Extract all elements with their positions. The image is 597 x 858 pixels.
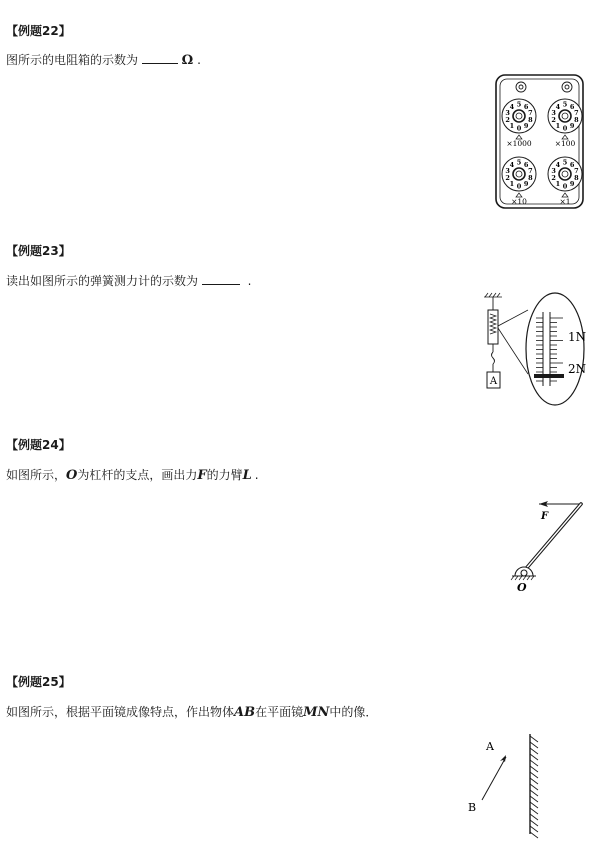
scale-pointer [534, 374, 564, 378]
dial-digit: 5 [562, 100, 568, 109]
question-text-1: 如图所示， [6, 468, 67, 482]
dial-digit: 9 [569, 122, 575, 131]
question-text-2: 在平面镜 [255, 705, 304, 719]
dial-digit: 0 [516, 182, 522, 191]
dial-digit: 9 [523, 122, 529, 131]
symbol-f: F [197, 468, 207, 483]
dial-digit: 3 [551, 166, 556, 175]
dial-digit: 3 [505, 166, 510, 175]
dial-digit: 0 [516, 124, 522, 133]
dial-digit: 9 [569, 180, 575, 189]
example-23-question [6, 272, 252, 289]
mirror-hatch-line [530, 742, 538, 748]
dial-digit: 5 [562, 158, 568, 167]
mirror-hatch-line [530, 748, 538, 754]
answer-blank[interactable] [202, 274, 240, 285]
object-ab-arrow [482, 757, 506, 800]
dial-multiplier: ×1000 [506, 139, 532, 148]
dial-digit: 9 [523, 180, 529, 189]
dial-digit: 0 [562, 124, 568, 133]
example-24-question [6, 466, 259, 483]
dial-digit: 7 [574, 108, 579, 117]
question-text: 图所示的电阻箱的示数为 [6, 53, 139, 67]
dial-digit: 2 [551, 116, 556, 125]
dial-digit: 3 [551, 108, 556, 117]
unit-ohm: Ω [181, 53, 194, 68]
question-end: . [247, 274, 252, 288]
dial-multiplier: ×1 [559, 197, 571, 206]
dial-digit: 1 [509, 180, 515, 189]
dial-digit: 4 [509, 160, 515, 169]
example-24-title: 【例题24】 [6, 438, 71, 452]
mirror-hatch-line [530, 778, 538, 784]
mirror-hatch-line [530, 826, 538, 832]
question-text-3: 中的像． [329, 705, 378, 719]
mirror-hatch-line [530, 820, 538, 826]
dial-digit: 6 [523, 160, 529, 169]
label-2n: 2N [568, 362, 587, 376]
question-text: 读出如图所示的弹簧测力计的示数为 [6, 274, 199, 288]
label-o: O [517, 581, 527, 594]
dial-digit: 5 [516, 158, 522, 167]
spring-scale-figure [476, 290, 586, 410]
mirror-figure [462, 728, 552, 838]
dial-digit: 4 [509, 102, 515, 111]
dial-digit: 2 [505, 116, 510, 125]
label-f: F [541, 511, 549, 522]
dial-digit: 1 [555, 122, 561, 131]
dial-digit: 4 [555, 102, 561, 111]
question-text-1: 如图所示，根据平面镜成像特点，作出物体 [6, 705, 235, 719]
dial-digit: 3 [505, 108, 510, 117]
mirror-hatch-line [530, 808, 538, 814]
dial-digit: 8 [528, 116, 533, 125]
question-text-2: 为杠杆的支点，画出力 [77, 468, 198, 482]
magnified-scale-view [526, 293, 587, 405]
answer-blank[interactable] [142, 53, 178, 64]
mirror-hatch-line [530, 814, 538, 820]
mirror-hatch-line [530, 790, 538, 796]
mirror-hatch-line [530, 736, 538, 742]
dial-digit: 2 [551, 174, 556, 183]
dial-digit: 7 [528, 166, 533, 175]
dial-digit: 8 [574, 116, 579, 125]
dial-digit: 7 [528, 108, 533, 117]
symbol-l: L [242, 468, 252, 483]
mirror-hatch-line [530, 772, 538, 778]
dial-digit: 6 [569, 160, 575, 169]
example-22-question [6, 51, 201, 68]
mirror-hatch-line [530, 766, 538, 772]
label-1n: 1N [568, 330, 587, 344]
symbol-mn: MN [303, 705, 330, 720]
dial-digit: 1 [555, 180, 561, 189]
mirror-hatch-line [530, 784, 538, 790]
mirror-hatch-line [530, 832, 538, 838]
dial-digit: 0 [562, 182, 568, 191]
weight-a-label: A [489, 376, 498, 387]
mirror-hatch-line [530, 760, 538, 766]
example-23-title: 【例题23】 [6, 244, 71, 258]
label-a: A [486, 740, 494, 753]
dial-multiplier: ×10 [511, 197, 527, 206]
dial-digit: 6 [569, 102, 575, 111]
symbol-ab: AB [234, 705, 256, 720]
dial-multiplier: ×100 [554, 139, 576, 148]
dial-digit: 7 [574, 166, 579, 175]
example-22-title: 【例题22】 [6, 24, 71, 38]
mirror-hatch-line [530, 796, 538, 802]
dial-digit: 6 [523, 102, 529, 111]
resistance-box-figure [495, 74, 585, 210]
question-text-3: 的力臂 [206, 468, 243, 482]
ceiling-hatch [484, 293, 502, 297]
example-25-title: 【例题25】 [6, 675, 71, 689]
dial-digit: 4 [555, 160, 561, 169]
mirror-hatch-line [530, 754, 538, 760]
dial-digit: 8 [574, 174, 579, 183]
example-25-question [6, 703, 377, 720]
dial-digit: 8 [528, 174, 533, 183]
symbol-o: O [66, 468, 78, 483]
dial-1 [502, 99, 536, 148]
label-b: B [468, 801, 477, 814]
dial-digit: 2 [505, 174, 510, 183]
question-end: . [197, 53, 201, 67]
question-end: . [254, 468, 259, 482]
dial-digit: 5 [516, 100, 522, 109]
dial-digit: 1 [509, 122, 515, 131]
mirror-hatch-line [530, 802, 538, 808]
lever-figure [505, 495, 585, 595]
